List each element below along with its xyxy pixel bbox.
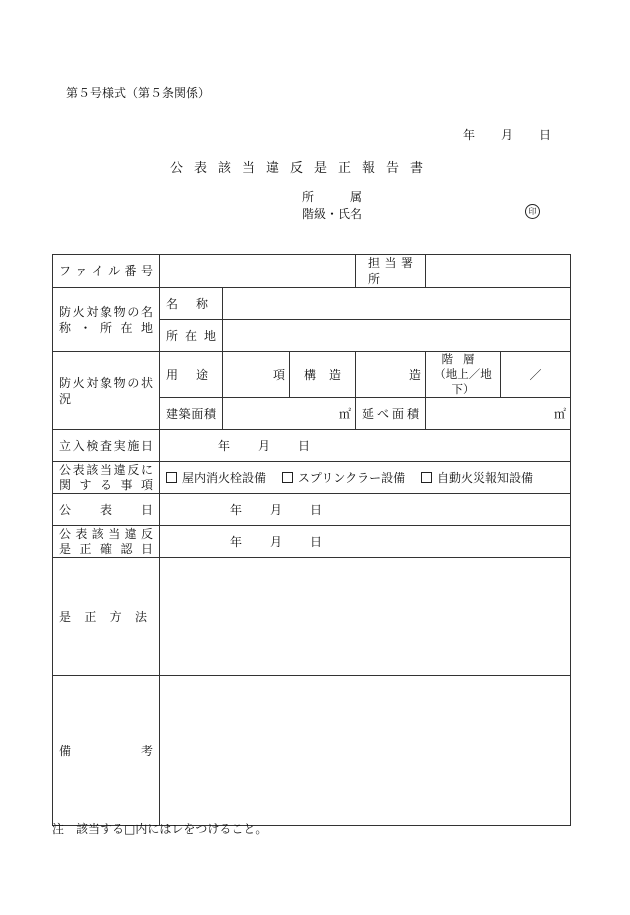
total-area-field[interactable]: ㎡: [426, 398, 571, 430]
date-month: 月: [501, 128, 514, 142]
report-date: [463, 126, 551, 143]
address-field[interactable]: [223, 320, 571, 352]
inspection-day: 日: [298, 439, 311, 453]
date-day: 日: [539, 128, 552, 142]
correction-confirm-month: 月: [270, 535, 283, 549]
file-number-field[interactable]: [160, 255, 356, 288]
structure-field[interactable]: 造: [356, 352, 426, 398]
violation-items-label-line1: 公表該当違反に: [59, 462, 153, 477]
address-label: 所在地: [160, 320, 223, 352]
floors-label-line2: （地上／地下）: [434, 367, 492, 396]
inspection-year: 年: [218, 439, 231, 453]
office-label: 担当署所: [356, 255, 426, 288]
usage-label: 用途: [160, 352, 223, 398]
correction-method-row: [53, 558, 571, 676]
correction-confirm-label-line1: 公表該当違反: [59, 526, 153, 541]
violation-option-sprinkler[interactable]: [282, 471, 405, 485]
date-year: 年: [463, 128, 476, 142]
remarks-field[interactable]: [160, 676, 571, 826]
violation-items-label-line2: 関する事項: [59, 477, 153, 492]
floors-label-line1: 階層: [441, 352, 485, 366]
publication-date-label: 公表日: [53, 494, 160, 526]
remarks-label: 備考: [53, 676, 160, 826]
name-label: 名称: [160, 288, 223, 320]
remarks-row: [53, 676, 571, 826]
rank-name-label: 階級・氏名: [302, 207, 363, 221]
target-label: 防火対象物の名称・所在地: [53, 288, 160, 352]
violation-option-sprinkler-label: スプリンクラー設備: [297, 471, 406, 485]
building-area-label: 建築面積: [160, 398, 223, 430]
inspection-date-label: 立入検査実施日: [53, 430, 160, 462]
usage-row: [53, 352, 571, 398]
total-area-label: 延べ面積: [356, 398, 426, 430]
checkbox-icon[interactable]: [282, 472, 293, 483]
correction-method-field[interactable]: [160, 558, 571, 676]
violation-items-field: [160, 462, 571, 494]
inspection-date-field[interactable]: [160, 430, 571, 462]
correction-confirm-label-line2: 是正確認日: [59, 541, 153, 556]
violation-option-fire-alarm[interactable]: [421, 471, 533, 485]
violation-items-row: [53, 462, 571, 494]
correction-confirm-day: 日: [310, 535, 323, 549]
publication-date-row: [53, 494, 571, 526]
publication-month: 月: [270, 503, 283, 517]
office-field[interactable]: [426, 255, 571, 288]
correction-confirm-label: [53, 526, 160, 558]
publication-year: 年: [230, 503, 243, 517]
seal-mark: 印: [525, 204, 540, 219]
file-number-row: [53, 255, 571, 288]
building-area-field[interactable]: ㎡: [223, 398, 356, 430]
violation-option-hydrant-label: 屋内消火栓設備: [182, 471, 267, 485]
correction-confirm-date-field[interactable]: [160, 526, 571, 558]
name-row: [53, 288, 571, 320]
form-number: 第５号様式（第５条関係）: [66, 86, 211, 100]
status-label: 防火対象物の状況: [53, 352, 160, 430]
checkbox-icon[interactable]: [421, 472, 432, 483]
usage-field[interactable]: 項: [223, 352, 290, 398]
violation-option-hydrant[interactable]: [166, 471, 266, 485]
footnote: 注 該当する□内にはレをつけること。: [52, 822, 268, 836]
name-field[interactable]: [223, 288, 571, 320]
inspection-month: 月: [258, 439, 271, 453]
correction-method-label: 是正方法: [53, 558, 160, 676]
publication-day: 日: [310, 503, 323, 517]
floors-label: [426, 352, 501, 398]
publication-date-field[interactable]: [160, 494, 571, 526]
checkbox-icon[interactable]: [166, 472, 177, 483]
report-form-table: [52, 254, 571, 826]
violation-option-fire-alarm-label: 自動火災報知設備: [436, 471, 533, 485]
correction-confirm-year: 年: [230, 535, 243, 549]
file-number-label: ファイル番号: [53, 255, 160, 288]
violation-items-label: [53, 462, 160, 494]
inspection-date-row: [53, 430, 571, 462]
structure-label: 構造: [290, 352, 356, 398]
document-title: 公表該当違反是正報告書: [170, 161, 435, 176]
floors-field[interactable]: ／: [501, 352, 571, 398]
affiliation-label: 所属: [302, 190, 399, 204]
correction-confirm-row: [53, 526, 571, 558]
